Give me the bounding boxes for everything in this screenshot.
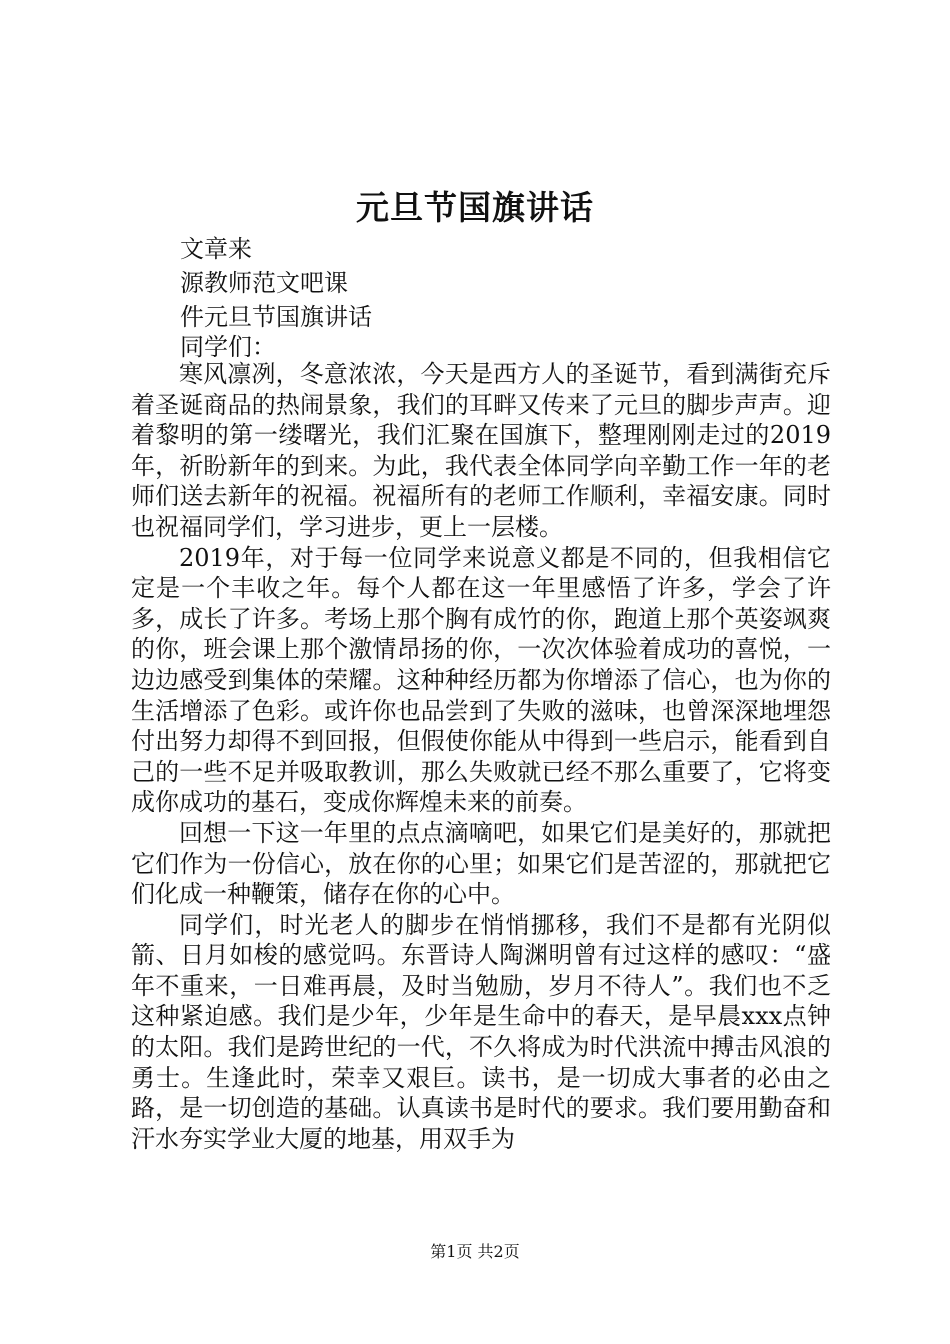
paragraph-4: 同学们，时光老人的脚步在悄悄挪移，我们不是都有光阴似箭、日月如梭的感觉吗。东晋诗人陶渊明曾有过这样的感叹：“盛年不重来，一日难再晨，及时当勉励，岁月不待人”。我们也不乏这种紧迫感。我们是少年，少年是生命中的春天，是早晨xxx点钟的太阳。我们是跨世纪的一代，不久将成为时代洪流中搏击风浪的勇士。生逢此时，荣幸又艰巨。读书，是一切成大事者的必由之路，是一切创造的基础。认真读书是时代的要求。我们要用勤奋和汗水夯实学业大厦的地基，用双手为 <box>131 910 831 1153</box>
document-title: 元旦节国旗讲话 <box>356 188 594 227</box>
paragraph-3: 回想一下这一年里的点点滴嘀吧，如果它们是美好的，那就把它们作为一份信心，放在你的心里；如果它们是苦涩的，那就把它们化成一种鞭策，储存在你的心中。 <box>131 818 831 909</box>
page-footer: 第1页 共2页 <box>430 1242 520 1261</box>
paragraph-1: 寒风凛冽，冬意浓浓，今天是西方人的圣诞节，看到满街充斥着圣诞商品的热闹景象，我们的耳畔又传来了元旦的脚步声声。迎着黎明的第一缕曙光，我们汇聚在国旗下，整理刚刚走过的2019年，祈盼新年的到来。为此，我代表全体同学向辛勤工作一年的老师们送去新年的祝福。祝福所有的老师工作顺利，幸福安康。同时也祝福同学们，学习进步，更上一层楼。 <box>131 360 831 541</box>
source-line-1: 文章来 <box>180 235 252 263</box>
speech-body <box>131 359 831 1154</box>
paragraph-2: 2019年，对于每一位同学来说意义都是不同的，但我相信它定是一个丰收之年。每个人都在这一年里感悟了许多，学会了许多，成长了许多。考场上那个胸有成竹的你，跑道上那个英姿飒爽的你，班会课上那个激情昂扬的你，一次次体验着成功的喜悦，一边边感受到集体的荣耀。这种种经历都为你增添了信心，也为你的生活增添了色彩。或许你也品尝到了失败的滋味，也曾深深地埋怨付出努力却得不到回报，但假使你能从中得到一些启示，能看到自己的一些不足并吸取教训，那么失败就已经不那么重要了，它将变成你成功的基石，变成你辉煌未来的前奏。 <box>131 543 831 817</box>
source-line-3: 件元旦节国旗讲话 <box>180 303 372 331</box>
source-line-2: 源教师范文吧课 <box>180 269 348 297</box>
salutation: 同学们： <box>180 333 276 361</box>
